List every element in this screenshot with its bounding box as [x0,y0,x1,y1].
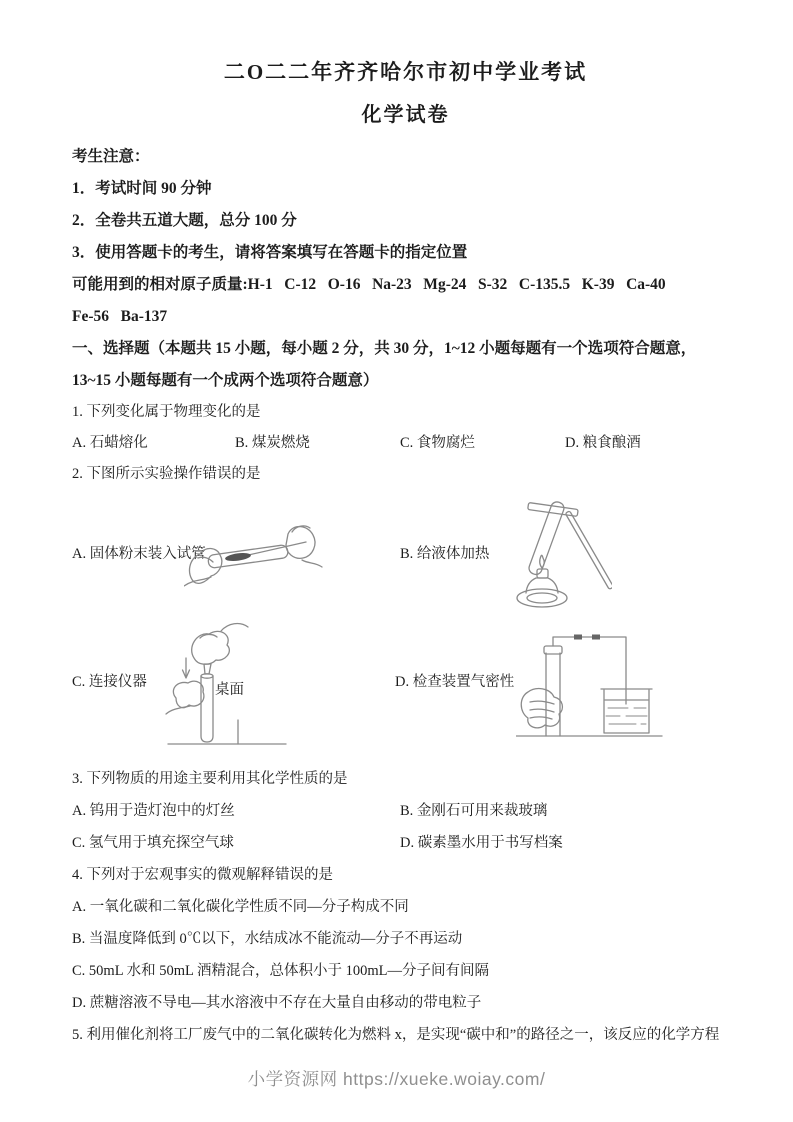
hand-holding-tube-sketch [521,689,562,728]
lower-hand-sketch [166,681,204,714]
question-5-text: 5. 利用催化剂将工厂废气中的二氧化碳转化为燃料 x，是实现“碳中和”的路径之一，该反应的化学方程 [72,1027,720,1043]
q1-option-c: C. 食物腐烂 [400,435,475,451]
exam-subject-title: 化学试卷 [361,104,450,126]
tabletop-sketch [168,720,286,744]
right-hand-sketch [286,526,322,567]
q2-option-a-label: A. 固体粉末装入试管 [72,546,206,562]
notice-heading: 考生注意： [72,148,150,165]
tabletop-label: 桌面 [215,682,244,698]
q4-option-a: A. 一氧化碳和二氧化碳化学性质不同—分子构成不同 [72,899,409,915]
q1-option-d: D. 粮食酿酒 [565,435,641,451]
heating-liquid-diagram [500,492,612,616]
q1-option-b: B. 煤炭燃烧 [235,435,310,451]
vertical-test-tube-sketch [201,674,213,742]
q2-option-d-label: D. 检查装置气密性 [395,674,515,690]
tube-connector-2 [592,635,600,640]
solid-powder-filling-diagram [184,506,324,604]
notice-item-3: 3．使用答题卡的考生，请将答案填写在答题卡的指定位置 [72,244,468,261]
question-2-figures [72,492,739,764]
question-1-options [72,428,739,459]
exam-notice-block [72,141,739,397]
question-4-text: 4. 下列对于宏观事实的微观解释错误的是 [72,867,333,883]
heating-liquid-illustration [500,492,612,616]
question-1-text: 1. 下列变化属于物理变化的是 [72,404,261,420]
atomic-mass-line-1: 可能用到的相对原子质量:H-1 C-12 O-16 Na-23 Mg-24 S-32 C-135.5 K-39 Ca-40 [72,276,666,293]
airtightness-check-illustration [516,632,664,746]
q2-option-c-label: C. 连接仪器 [72,674,147,690]
notice-item-1: 1．考试时间 90 分钟 [72,180,212,197]
q4-option-d: D. 蔗糖溶液不导电—其水溶液中不存在大量自由移动的带电粒子 [72,995,482,1011]
question-3-text: 3. 下列物质的用途主要利用其化学性质的是 [72,771,348,787]
test-tube-holder-sketch [528,503,612,590]
delivery-tube-sketch [553,637,626,704]
q4-option-c: C. 50mL 水和 50mL 酒精混合，总体积小于 100mL—分子间有间隔 [72,963,490,979]
q3-option-c: C. 氢气用于填充探空气球 [72,835,234,851]
q3-option-b: B. 金刚石可用来裁玻璃 [400,803,548,819]
q2-option-b-label: B. 给液体加热 [400,546,490,562]
q3-option-a: A. 钨用于造灯泡中的灯丝 [72,803,235,819]
watermark-footer: 小学资源网 https://xueke.woiay.com/ [247,1069,546,1089]
q4-option-b: B. 当温度降低到 0℃以下，水结成冰不能流动—分子不再运动 [72,931,463,947]
stoppered-test-tube-sketch [544,646,562,736]
down-arrow-sketch [183,658,190,678]
notice-item-2: 2．全卷共五道大题，总分 100 分 [72,212,297,229]
section-heading-line-2: 13~15 小题每题有一个成两个选项符合题意） [72,372,379,389]
q1-option-a: A. 石蜡熔化 [72,435,148,451]
solid-powder-filling-illustration [184,506,324,604]
airtightness-check-diagram [516,632,664,746]
q3-option-d: D. 碳素墨水用于书写档案 [400,835,563,851]
tube-connector-1 [574,635,582,640]
question-2-text: 2. 下图所示实验操作错误的是 [72,466,261,482]
upper-hand-with-stopper-sketch [192,624,248,674]
question-3-options [72,795,739,859]
page-title: 二O二二年齐齐哈尔市初中学业考试 [223,60,588,84]
alcohol-lamp-sketch [517,555,567,607]
section-heading-line-1: 一、选择题（本题共 15 小题，每小题 2 分，共 30 分，1~12 小题每题有一个选项符合题意， [72,340,697,357]
atomic-mass-line-2: Fe-56 Ba-137 [72,308,168,325]
